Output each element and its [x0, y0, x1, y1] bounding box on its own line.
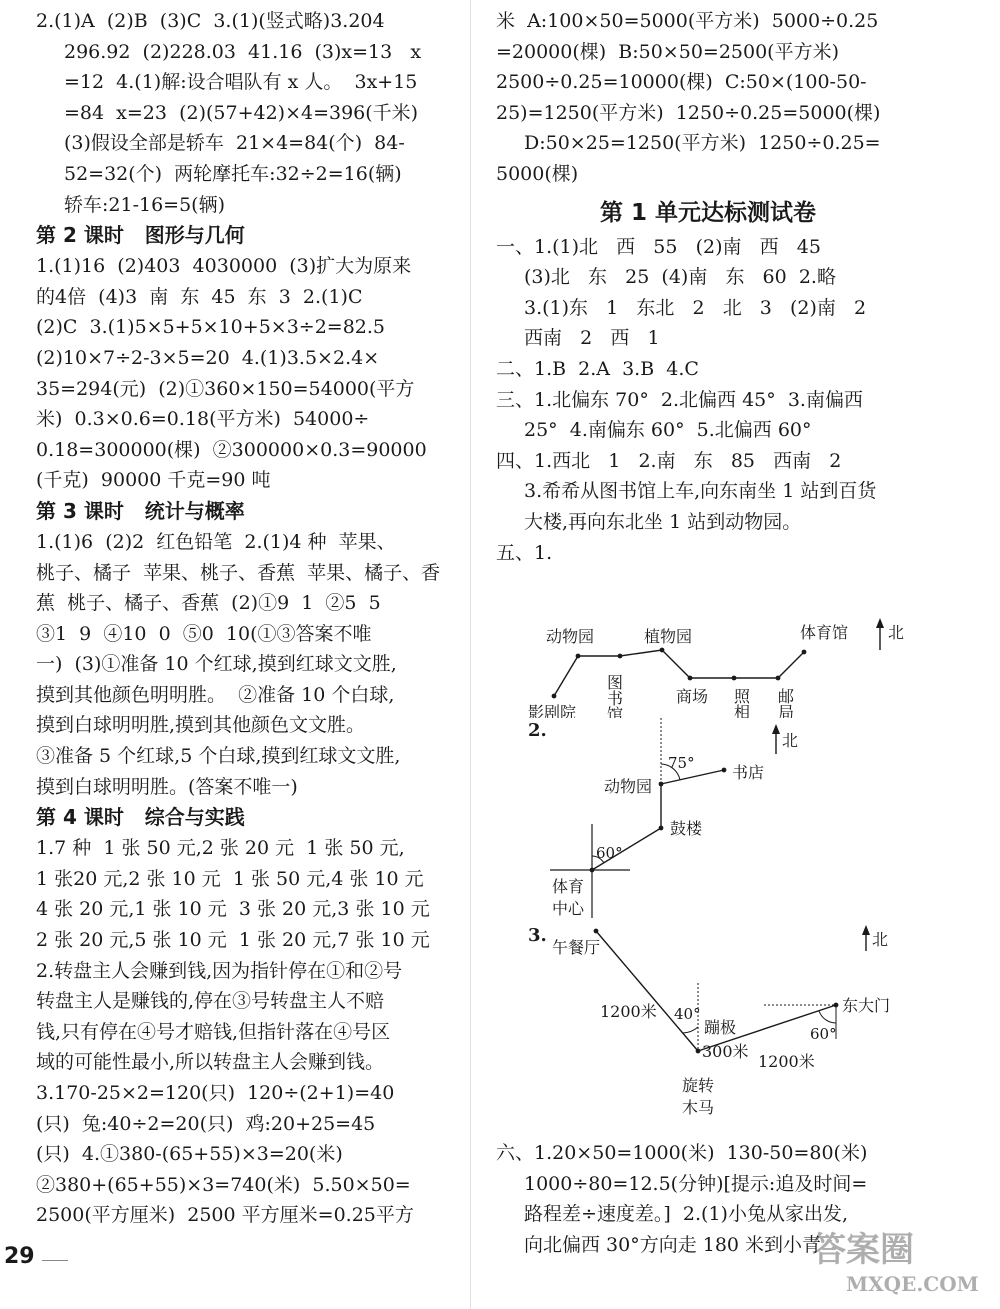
left-text-line: (2)C 3.(1)5×5+5×10+5×3÷2=82.5	[36, 316, 386, 339]
left-text-line: (只) 兔:40÷2=20(只) 鸡:20+25=45	[36, 1112, 376, 1135]
right-bottom-text-line: 1000÷80=12.5(分钟)[提示:追及时间=	[524, 1172, 868, 1195]
right-text-line: 大楼,再向东北坐 1 站到动物园。	[524, 510, 802, 533]
left-text-line: 一) (3)①准备 10 个红球,摸到红球文文胜,	[36, 653, 397, 676]
right-text-line: 25)=1250(平方米) 1250÷0.25=5000(棵)	[496, 101, 881, 124]
drumtower-label: 鼓楼	[670, 819, 703, 839]
post-label: 邮局	[775, 688, 795, 719]
left-text-line: 桃子、橘子 苹果、桃子、香蕉 苹果、橘子、香	[36, 561, 441, 584]
diagram-route-map	[496, 568, 920, 718]
stadium-label: 体育馆	[800, 623, 849, 643]
right-text-line: 一、1.(1)北 西 55 (2)南 西 45	[496, 235, 821, 258]
left-text-line: 2.(1)A (2)B (3)C 3.(1)(竖式略)3.204	[36, 10, 385, 32]
left-text-line: 1.(1)16 (2)403 4030000 (3)扩大为原来	[36, 255, 412, 278]
left-text-line: 1.(1)6 (2)2 红色铅笔 2.(1)4 种 苹果、	[36, 530, 396, 553]
left-text-line: 转盘主人是赚钱的,停在③号转盘主人不赔	[36, 990, 385, 1013]
carousel-label-1: 旋转	[682, 1076, 715, 1096]
angle-40: 40°	[674, 1005, 701, 1024]
restaurant-label: 午餐厅	[552, 938, 601, 958]
left-text-line: ③1 9 ④10 0 ⑤0 10(①③答案不唯	[36, 622, 372, 645]
left-section-heading: 第 4 课时 综合与实践	[36, 805, 245, 830]
right-text-line: 3.(1)东 1 东北 2 北 3 (2)南 2	[524, 296, 867, 319]
right-unit-title: 第 1 单元达标测试卷	[599, 199, 817, 226]
diagram-zoo-route	[496, 718, 920, 923]
right-text-line: 二、1.B 2.A 3.B 4.C	[496, 357, 699, 380]
right-text-line: 25° 4.南偏东 60° 5.北偏西 60°	[524, 419, 812, 442]
left-text-line: ③准备 5 个红球,5 个白球,摸到红球文文胜,	[36, 745, 401, 768]
left-text-line: (千克) 90000 千克=90 吨	[36, 469, 271, 492]
right-text-line: 五、1.	[496, 541, 553, 564]
left-text-line: 摸到白球明明胜。(答案不唯一)	[36, 775, 298, 798]
botanical-label: 植物园	[644, 627, 693, 647]
zoo-route-svg	[496, 718, 920, 923]
library-label: 图书馆	[604, 674, 624, 719]
left-text-line: ②380+(65+55)×3=740(米) 5.50×50=	[36, 1173, 411, 1196]
left-text-line: 1.7 种 1 张 50 元,2 张 20 元 1 张 50 元,	[36, 837, 405, 860]
right-text-line: 2500÷0.25=10000(棵) C:50×(100-50-	[496, 71, 867, 94]
left-text-line: =12 4.(1)解:设合唱队有 x 人。 3x+15	[64, 71, 418, 94]
column-divider	[470, 0, 471, 1309]
left-text-line: 1 张20 元,2 张 10 元 1 张 50 元,4 张 10 元	[36, 867, 424, 890]
bookstore-label: 书店	[732, 763, 765, 783]
q3-number: 3.	[528, 925, 547, 947]
right-text-line: 三、1.北偏东 70° 2.北偏西 45° 3.南偏西	[496, 388, 863, 411]
q2-number: 2.	[528, 720, 547, 742]
right-bottom-text-line: 向北偏西 30°方向走 180 米到小青	[524, 1233, 822, 1256]
left-text-line: 摸到其他颜色明明胜。 ②准备 10 个白球,	[36, 683, 395, 706]
right-text-line: 5000(棵)	[496, 162, 579, 185]
watermark-text-2: MXQE.COM	[846, 1272, 979, 1296]
left-text-line: 的4倍 (4)3 南 东 45 东 3 2.(1)C	[36, 285, 363, 308]
park-route-svg	[496, 923, 920, 1138]
left-text-line: (3)假设全部是轿车 21×4=84(个) 84-	[64, 132, 405, 155]
left-text-line: 4 张 20 元,1 张 10 元 3 张 20 元,3 张 10 元	[36, 898, 430, 921]
right-column	[496, 6, 920, 1260]
angle-60: 60°	[596, 844, 623, 863]
left-text-line: 2500(平方厘米) 2500 平方厘米=0.25平方	[36, 1204, 414, 1227]
diagram-park-route	[496, 923, 920, 1138]
left-text-line: 3.170-25×2=120(只) 120÷(2+1)=40	[36, 1082, 395, 1104]
left-text-line: 摸到白球明明胜,摸到其他颜色文文胜。	[36, 714, 366, 737]
north-label-3: 北	[872, 930, 889, 950]
watermark-logo	[802, 1219, 982, 1299]
zoo-label: 动物园	[546, 627, 595, 647]
left-text-line: 轿车:21-16=5(辆)	[64, 193, 226, 216]
right-text-line: D:50×25=1250(平方米) 1250÷0.25=	[524, 132, 881, 155]
right-bottom-text-line: 六、1.20×50=1000(米) 130-50=80(米)	[496, 1142, 868, 1165]
zoo-label-2: 动物园	[604, 777, 653, 797]
mall-label: 商场	[676, 687, 709, 707]
right-text-line: =20000(棵) B:50×50=2500(平方米)	[496, 40, 840, 63]
left-text-line: 域的可能性最小,所以转盘主人会赚到钱。	[36, 1051, 385, 1074]
left-text-line: 35=294(元) (2)①360×150=54000(平方	[36, 377, 415, 400]
page-number-rule	[42, 1260, 68, 1261]
left-column	[36, 6, 456, 1231]
distance-1200-b: 1200米	[758, 1052, 815, 1072]
right-text-line: 米 A:100×50=5000(平方米) 5000÷0.25	[496, 10, 879, 32]
sports-center-label-1: 体育	[552, 877, 585, 897]
sports-center-label-2: 中心	[552, 899, 585, 919]
watermark-text-1: 答案圈	[812, 1230, 914, 1270]
left-section-heading: 第 2 课时 图形与几何	[36, 223, 245, 248]
angle-75: 75°	[668, 754, 695, 773]
north-label-2: 北	[782, 731, 799, 751]
right-bottom-text-line: 路程差÷速度差。] 2.(1)小兔从家出发,	[524, 1203, 848, 1226]
right-text-line: 西南 2 西 1	[524, 327, 660, 350]
left-text-line: 2 张 20 元,5 张 10 元 1 张 20 元,7 张 10 元	[36, 929, 430, 952]
left-text-line: 2.转盘主人会赚到钱,因为指针停在①和②号	[36, 959, 403, 982]
left-text-line: =84 x=23 (2)(57+42)×4=396(千米)	[64, 101, 419, 124]
right-text-line: (3)北 东 25 (4)南 东 60 2.略	[524, 266, 836, 289]
cinema-label: 影剧院	[528, 703, 577, 719]
route-map-svg	[496, 568, 920, 718]
left-text-line: (2)10×7÷2-3×5=20 4.(1)3.5×2.4×	[36, 346, 380, 369]
trampoline-label: 蹦极	[704, 1018, 737, 1038]
distance-300: 300米	[702, 1042, 749, 1062]
left-text-line: 296.92 (2)228.03 41.16 (3)x=13 x	[64, 40, 422, 63]
north-label: 北	[888, 623, 905, 643]
eastgate-label: 东大门	[842, 996, 891, 1016]
carousel-label-2: 木马	[682, 1098, 715, 1118]
left-section-heading: 第 3 课时 统计与概率	[36, 498, 245, 523]
left-text-line: 0.18=300000(棵) ②300000×0.3=90000	[36, 438, 427, 461]
left-text-line: 钱,只有停在④号才赔钱,但指针落在④号区	[36, 1020, 391, 1043]
left-text-line: 米) 0.3×0.6=0.18(平方米) 54000÷	[36, 408, 370, 431]
page-number: 29	[4, 1244, 35, 1269]
right-text-line: 3.希希从图书馆上车,向东南坐 1 站到百货	[524, 480, 877, 503]
right-text-line: 四、1.西北 1 2.南 东 85 西南 2	[496, 449, 842, 472]
left-text-line: 蕉 桃子、橘子、香蕉 (2)①9 1 ②5 5	[36, 592, 381, 615]
angle-60-b: 60°	[810, 1025, 837, 1044]
right-top-text	[496, 6, 920, 568]
distance-1200-a: 1200米	[600, 1002, 657, 1022]
left-text-line: 52=32(个) 两轮摩托车:32÷2=16(辆)	[64, 162, 402, 185]
photo-label: 照相馆	[731, 688, 751, 719]
left-text-line: (只) 4.①380-(65+55)×3=20(米)	[36, 1143, 343, 1166]
